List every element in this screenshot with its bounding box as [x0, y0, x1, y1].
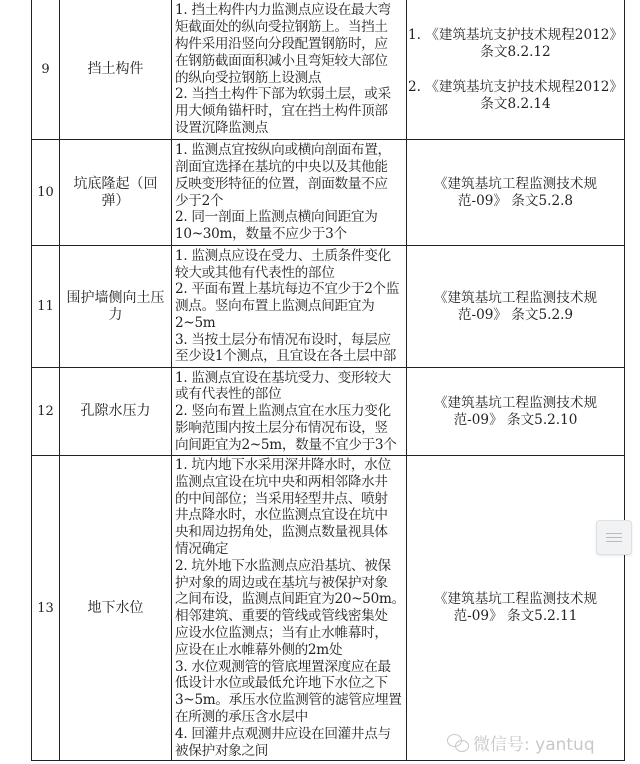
monitoring-item: 围护墙侧向土压力	[60, 246, 172, 368]
requirement-line: 监测点宜设在坑中央和两相邻降水井	[175, 473, 388, 490]
requirement-line: 井点降水时，水位监测点宜设在坑中	[175, 507, 388, 524]
reference	[407, 0, 625, 140]
requirement-line: 设置沉降监测点	[175, 119, 269, 136]
requirement-line: 较大或其他有代表性的部位	[175, 264, 335, 281]
requirement-line: 反映变形特征的位置，剖面数量不应	[175, 175, 388, 192]
requirement-line: 3~5m。承压水位监测管的滤管应埋置	[175, 692, 402, 709]
monitoring-item: 孔隙水压力	[60, 368, 172, 456]
requirement-line: 在钢筋截面面积减小且弯矩较大部位	[175, 52, 388, 69]
reference-line: 《建筑基坑工程监测技术规	[433, 289, 598, 306]
requirement-line: 应设在止水帷幕外侧的2m处	[175, 641, 343, 658]
requirement-line: 应设水位监测点；当有止水帷幕时，	[175, 624, 388, 641]
reference-line: 2. 《建筑基坑支护技术规程2012》	[407, 78, 623, 95]
reference	[407, 368, 625, 456]
requirement-line: 2. 坑外地下水监测点应沿基坑、被保	[175, 557, 391, 574]
row-number: 13	[32, 456, 60, 761]
requirement-line: 10~30m，数量不应少于3个	[175, 226, 347, 243]
table-row	[32, 246, 625, 368]
requirement-line: 低设计水位或最低允许地下水位之下	[175, 675, 388, 692]
requirement-line: 2. 当挡土构件下部为软弱土层，或采	[175, 86, 391, 103]
reference-line: 条文8.2.12	[480, 43, 551, 60]
menu-icon	[606, 533, 622, 534]
requirement-line: 3. 当按土层分布情况布设时，每层应	[175, 331, 391, 348]
reference-line: 范-09》 条文5.2.11	[453, 608, 578, 625]
row-number: 11	[32, 246, 60, 368]
requirement-line: 2. 竖向布置上监测点宜在水压力变化	[175, 403, 391, 420]
requirement-line: 或有代表性的部位	[175, 386, 282, 403]
monitoring-requirements	[172, 368, 407, 456]
requirement-line: 至少设1个测点，且宜设在各土层中部	[175, 348, 397, 365]
reference-line: 范-09》 条文5.2.9	[457, 306, 574, 323]
requirement-line: 相邻建筑、重要的管线或管线密集处	[175, 608, 388, 625]
watermark-text: 微信号: yantuq	[473, 735, 595, 755]
monitoring-requirements	[172, 246, 407, 368]
requirement-line: 少于2个	[175, 192, 224, 209]
requirement-line: 2. 平面布置上基坑每边不宜少于2个监	[175, 281, 400, 298]
monitoring-requirements	[172, 140, 407, 246]
requirement-line: 1. 监测点应设在受力、土质条件变化	[175, 247, 391, 264]
row-number: 9	[32, 0, 60, 140]
reference	[407, 456, 625, 761]
requirement-line: 情况确定	[175, 540, 229, 557]
requirement-line: 被保护对象之间	[175, 742, 269, 759]
requirement-line: 1. 挡土构件内力监测点应设在最大弯	[175, 2, 391, 19]
monitoring-item: 地下水位	[60, 456, 172, 761]
reference	[407, 140, 625, 246]
watermark	[447, 730, 595, 755]
requirement-line: 护对象的周边或在基坑与被保护对象	[175, 574, 388, 591]
reference-line: 《建筑基坑工程监测技术规	[433, 394, 598, 411]
table-row	[32, 368, 625, 456]
requirement-line: 影响范围内按土层分布情况布设，竖	[175, 419, 388, 436]
reference-line: 《建筑基坑工程监测技术规	[433, 591, 598, 608]
requirement-line: 之间布设，监测点间距宜为20~50m。	[175, 591, 405, 608]
wechat-icon	[447, 734, 469, 752]
requirement-line: 央和周边拐角处，监测点数量视具体	[175, 524, 388, 541]
reference-line: 《建筑基坑工程监测技术规	[433, 175, 598, 192]
monitoring-requirements	[172, 0, 407, 140]
reference-line: 范-09》 条文5.2.8	[457, 192, 574, 209]
monitoring-table	[31, 0, 625, 761]
monitoring-requirements	[172, 456, 407, 761]
requirement-line: 1. 监测点宜按纵向或横向剖面布置，	[175, 142, 391, 159]
requirement-line: 剖面宜选择在基坑的中央以及其他能	[175, 158, 388, 175]
reference-line: 1. 《建筑基坑支护技术规程2012》	[407, 26, 623, 43]
row-number: 10	[32, 140, 60, 246]
requirement-line: 3. 水位观测管的管底埋置深度应在最	[175, 658, 391, 675]
table-row	[32, 456, 625, 761]
reference	[407, 246, 625, 368]
requirement-line: 的中间部位；当采用轻型井点、喷射	[175, 490, 388, 507]
requirement-line: 的纵向受拉钢筋上设测点	[175, 69, 322, 86]
requirement-line: 1. 坑内地下水采用深井降水时，水位	[175, 457, 391, 473]
requirement-line: 构件采用沿竖向分段配置钢筋时，应	[175, 35, 388, 52]
table-row	[32, 140, 625, 246]
monitoring-item: 挡土构件	[60, 0, 172, 140]
table-row	[32, 0, 625, 140]
requirement-line: 4. 回灌井点观测井应设在回灌井点与	[175, 725, 391, 742]
reference-line: 条文8.2.14	[480, 95, 551, 112]
requirement-line: 矩截面处的纵向受拉钢筋上。当挡土	[175, 19, 388, 36]
requirement-line: 测点。竖向布置上监测点间距宜为	[175, 298, 375, 315]
requirement-line: 在所测的承压含水层中	[175, 708, 308, 725]
reference-line: 范-09》 条文5.2.10	[453, 411, 578, 428]
requirement-line: 2. 同一剖面上监测点横向间距宜为	[175, 209, 378, 226]
requirement-line: 1. 监测点宜设在基坑受力、变形较大	[175, 369, 391, 386]
requirement-line: 向间距宜为2~5m，数量不宜少于3个	[175, 436, 397, 453]
row-number: 12	[32, 368, 60, 456]
monitoring-item: 坑底隆起（回弹）	[60, 140, 172, 246]
requirement-line: 2~5m	[175, 314, 216, 331]
requirement-line: 用大倾角锚杆时，宜在挡土构件顶部	[175, 103, 388, 120]
menu-float-button[interactable]	[596, 520, 632, 555]
